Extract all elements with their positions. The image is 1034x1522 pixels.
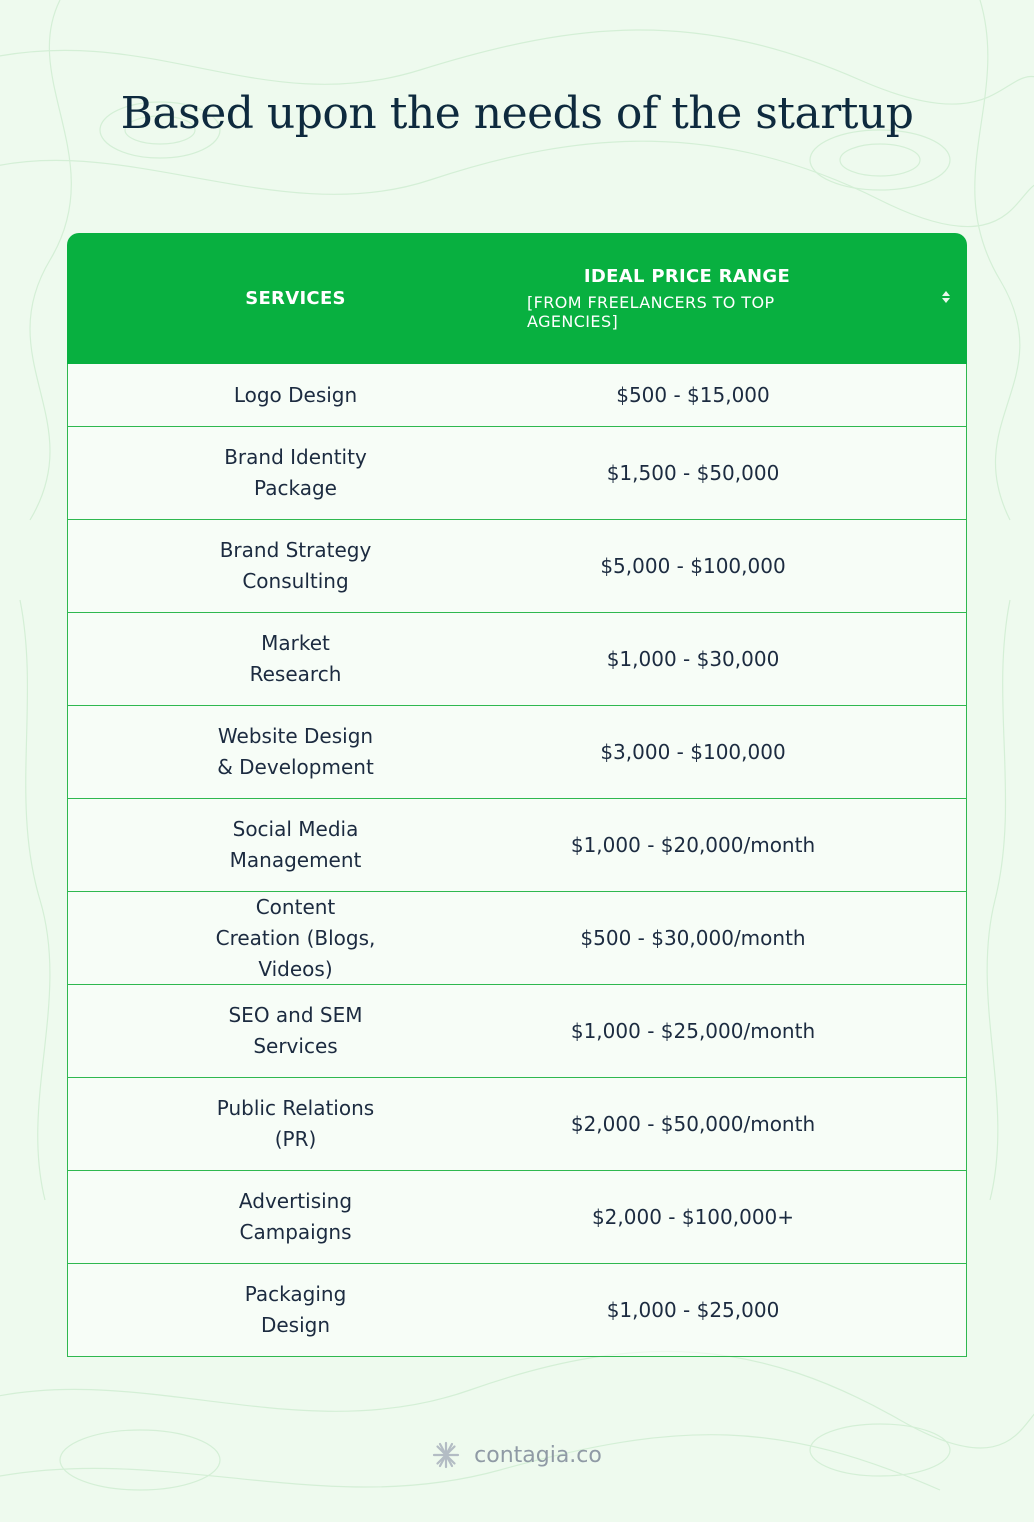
- price-cell: $1,500 - $50,000: [606, 460, 780, 485]
- brand-label: contagia.co: [474, 1442, 602, 1468]
- table-row: [68, 892, 966, 985]
- column-header-price[interactable]: [527, 233, 847, 364]
- service-cell: Brand Identity Package: [224, 445, 367, 500]
- table-row: [68, 364, 966, 427]
- sort-icon[interactable]: [941, 290, 951, 304]
- service-cell: Advertising Campaigns: [238, 1189, 353, 1244]
- price-cell: $1,000 - $30,000: [606, 646, 780, 671]
- price-cell: $500 - $15,000: [616, 382, 770, 407]
- price-cell: $3,000 - $100,000: [600, 739, 786, 764]
- service-cell: Market Research: [249, 631, 342, 686]
- price-cell: $1,000 - $25,000: [606, 1297, 780, 1322]
- table-header: [67, 233, 967, 364]
- price-cell: $1,000 - $25,000/month: [570, 1018, 816, 1043]
- service-cell: Public Relations (PR): [216, 1096, 375, 1151]
- page-title: Based upon the needs of the startup: [120, 88, 914, 139]
- table-row: [68, 1078, 966, 1171]
- service-cell: Social Media Management: [229, 817, 362, 872]
- price-cell: $1,000 - $20,000/month: [570, 832, 816, 857]
- service-cell: Content Creation (Blogs, Videos): [215, 894, 376, 981]
- table-row: [68, 427, 966, 520]
- table-row: [68, 706, 966, 799]
- price-cell: $2,000 - $100,000+: [591, 1204, 795, 1229]
- table-row: [68, 520, 966, 613]
- service-cell: SEO and SEM Services: [228, 1003, 363, 1058]
- pricing-table: [67, 233, 967, 1357]
- footer-brand[interactable]: [0, 1441, 1034, 1469]
- column-header-services[interactable]: [67, 233, 524, 364]
- service-cell: Website Design & Development: [217, 724, 374, 779]
- services-header-label: SERVICES: [245, 288, 346, 309]
- price-cell: $5,000 - $100,000: [600, 553, 786, 578]
- price-header-sublabel: [FROM FREELANCERS TO TOP AGENCIES]: [527, 293, 775, 331]
- service-cell: Brand Strategy Consulting: [219, 538, 372, 593]
- table-row: [68, 985, 966, 1078]
- price-cell: $500 - $30,000/month: [580, 925, 806, 950]
- table-row: [68, 613, 966, 706]
- price-cell: $2,000 - $50,000/month: [570, 1111, 816, 1136]
- service-cell: Packaging Design: [244, 1282, 347, 1337]
- service-cell: Logo Design: [233, 382, 358, 407]
- table-body: [67, 364, 967, 1357]
- price-header-label: IDEAL PRICE RANGE: [583, 266, 791, 287]
- table-row: [68, 799, 966, 892]
- table-row: [68, 1171, 966, 1264]
- contagia-logo-icon: [432, 1441, 460, 1469]
- table-row: [68, 1264, 966, 1357]
